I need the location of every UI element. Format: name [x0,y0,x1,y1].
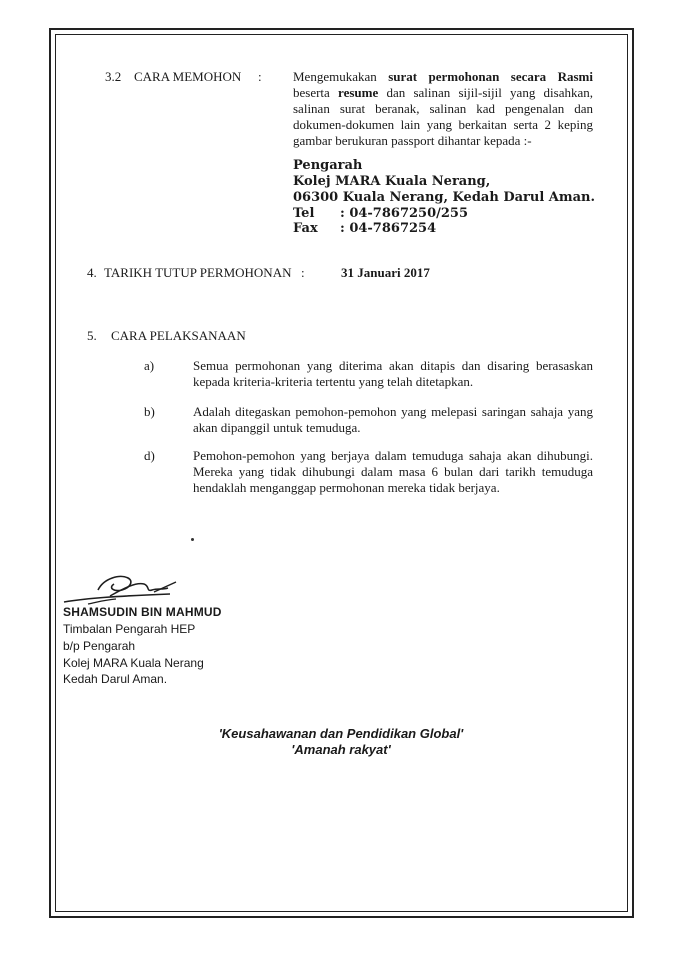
tel-value: : 04-7867250/255 [340,206,469,221]
closing-date: 31 Januari 2017 [341,265,430,280]
section-colon: : [301,265,305,280]
section-label: TARIKH TUTUP PERMOHONAN [104,265,292,280]
section-label: CARA MEMOHON [134,69,242,84]
para-text: beserta [293,85,339,100]
signatory-state: Kedah Darul Aman. [63,672,168,686]
list-marker: d) [144,448,155,463]
section-number: 4. [87,265,97,280]
list-marker: b) [144,404,155,419]
section-number: 5. [87,328,97,343]
list-item-text: Pemohon-pemohon yang berjaya dalam temuduga sahaja akan dihubungi. Mereka yang tidak dihubungi dalam masa 6 bulan dari tarikh temuduga hendaklah menganggap permohonan mereka tidak berjaya. [193,448,593,495]
stray-mark [191,538,194,541]
para-bold-text: resume [338,85,379,100]
list-item-text: Semua permohonan yang diterima akan ditapis dan disaring berasaskan kepada kriteria-kriteria tertentu yang telah ditetapkan. [193,358,593,389]
section-label: CARA PELAKSANAAN [111,328,246,343]
list-item-text: Adalah ditegaskan pemohon-pemohon yang melepasi saringan sahaja yang akan dipanggil untuk temuduga. [193,404,593,435]
signatory-name: SHAMSUDIN BIN MAHMUD [63,605,222,619]
fax-label: Fax [293,221,318,236]
tel-label: Tel [293,206,315,221]
section-colon: : [258,69,262,84]
handwritten-signature [58,568,188,610]
signatory-title: Timbalan Pengarah HEP [63,622,196,636]
para-text: dan salinan sijil-sijil yang disahkan, salinan surat beranak, salinan kad pengenalan dan dokumen-dokumen lain yang berkaitan serta 2 keping gambar berukuran passport dihantar kepada :- [293,85,593,148]
address-line: Pengarah [293,158,363,173]
signatory-behalf: b/p Pengarah [63,639,136,653]
section-number: 3.2 [105,69,122,84]
signatory-org: Kolej MARA Kuala Nerang [63,656,204,670]
para-text: Mengemukakan [293,69,389,84]
address-line: 06300 Kuala Nerang, Kedah Darul Aman. [293,190,596,205]
motto-line: 'Keusahawanan dan Pendidikan Global' [218,726,464,741]
para-bold-text: surat permohonan secara Rasmi [388,69,593,84]
list-marker: a) [144,358,155,373]
application-paragraph [293,69,593,149]
address-line: Kolej MARA Kuala Nerang, [293,174,491,189]
fax-value: : 04-7867254 [340,221,437,236]
motto-line: 'Amanah rakyat' [291,742,391,757]
